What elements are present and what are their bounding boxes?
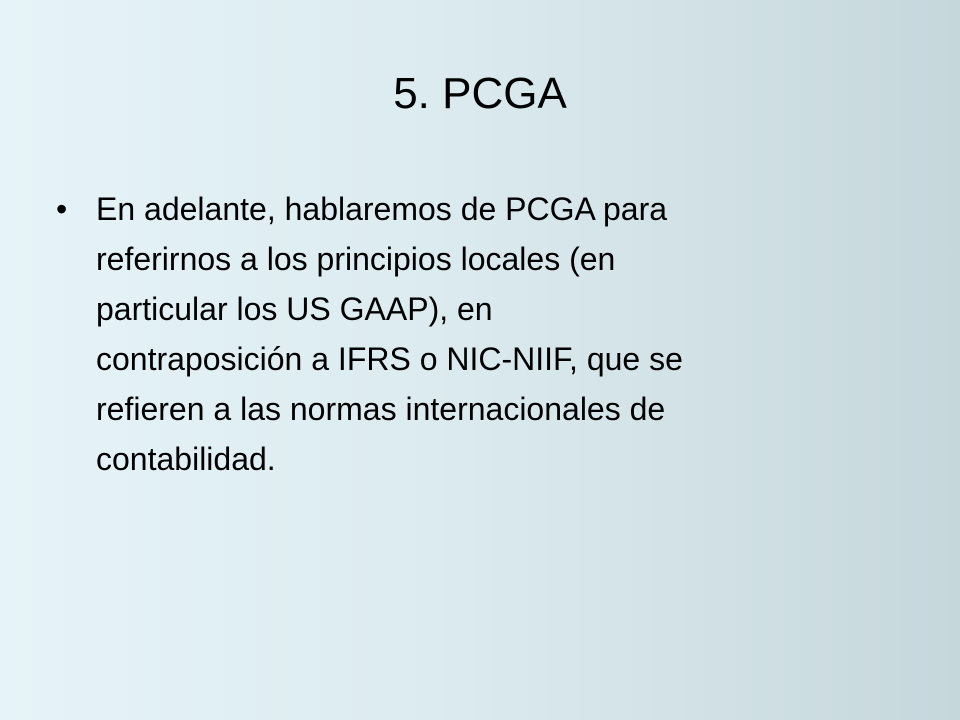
slide-title: 5. PCGA	[393, 69, 567, 118]
bullet-line: particular los US GAAP), en	[96, 291, 493, 327]
bullet-line: referirnos a los principios locales (en	[96, 241, 616, 277]
bullet-line: refieren a las normas internacionales de	[96, 391, 666, 427]
bullet-list	[56, 184, 876, 484]
bullet-line: contabilidad.	[96, 441, 276, 477]
bullet-dot-icon: •	[56, 191, 68, 227]
bullet-line: contraposición a IFRS o NIC-NIIF, que se	[96, 341, 683, 377]
bullet-item	[56, 184, 876, 484]
bullet-line: En adelante, hablaremos de PCGA para	[96, 191, 668, 227]
